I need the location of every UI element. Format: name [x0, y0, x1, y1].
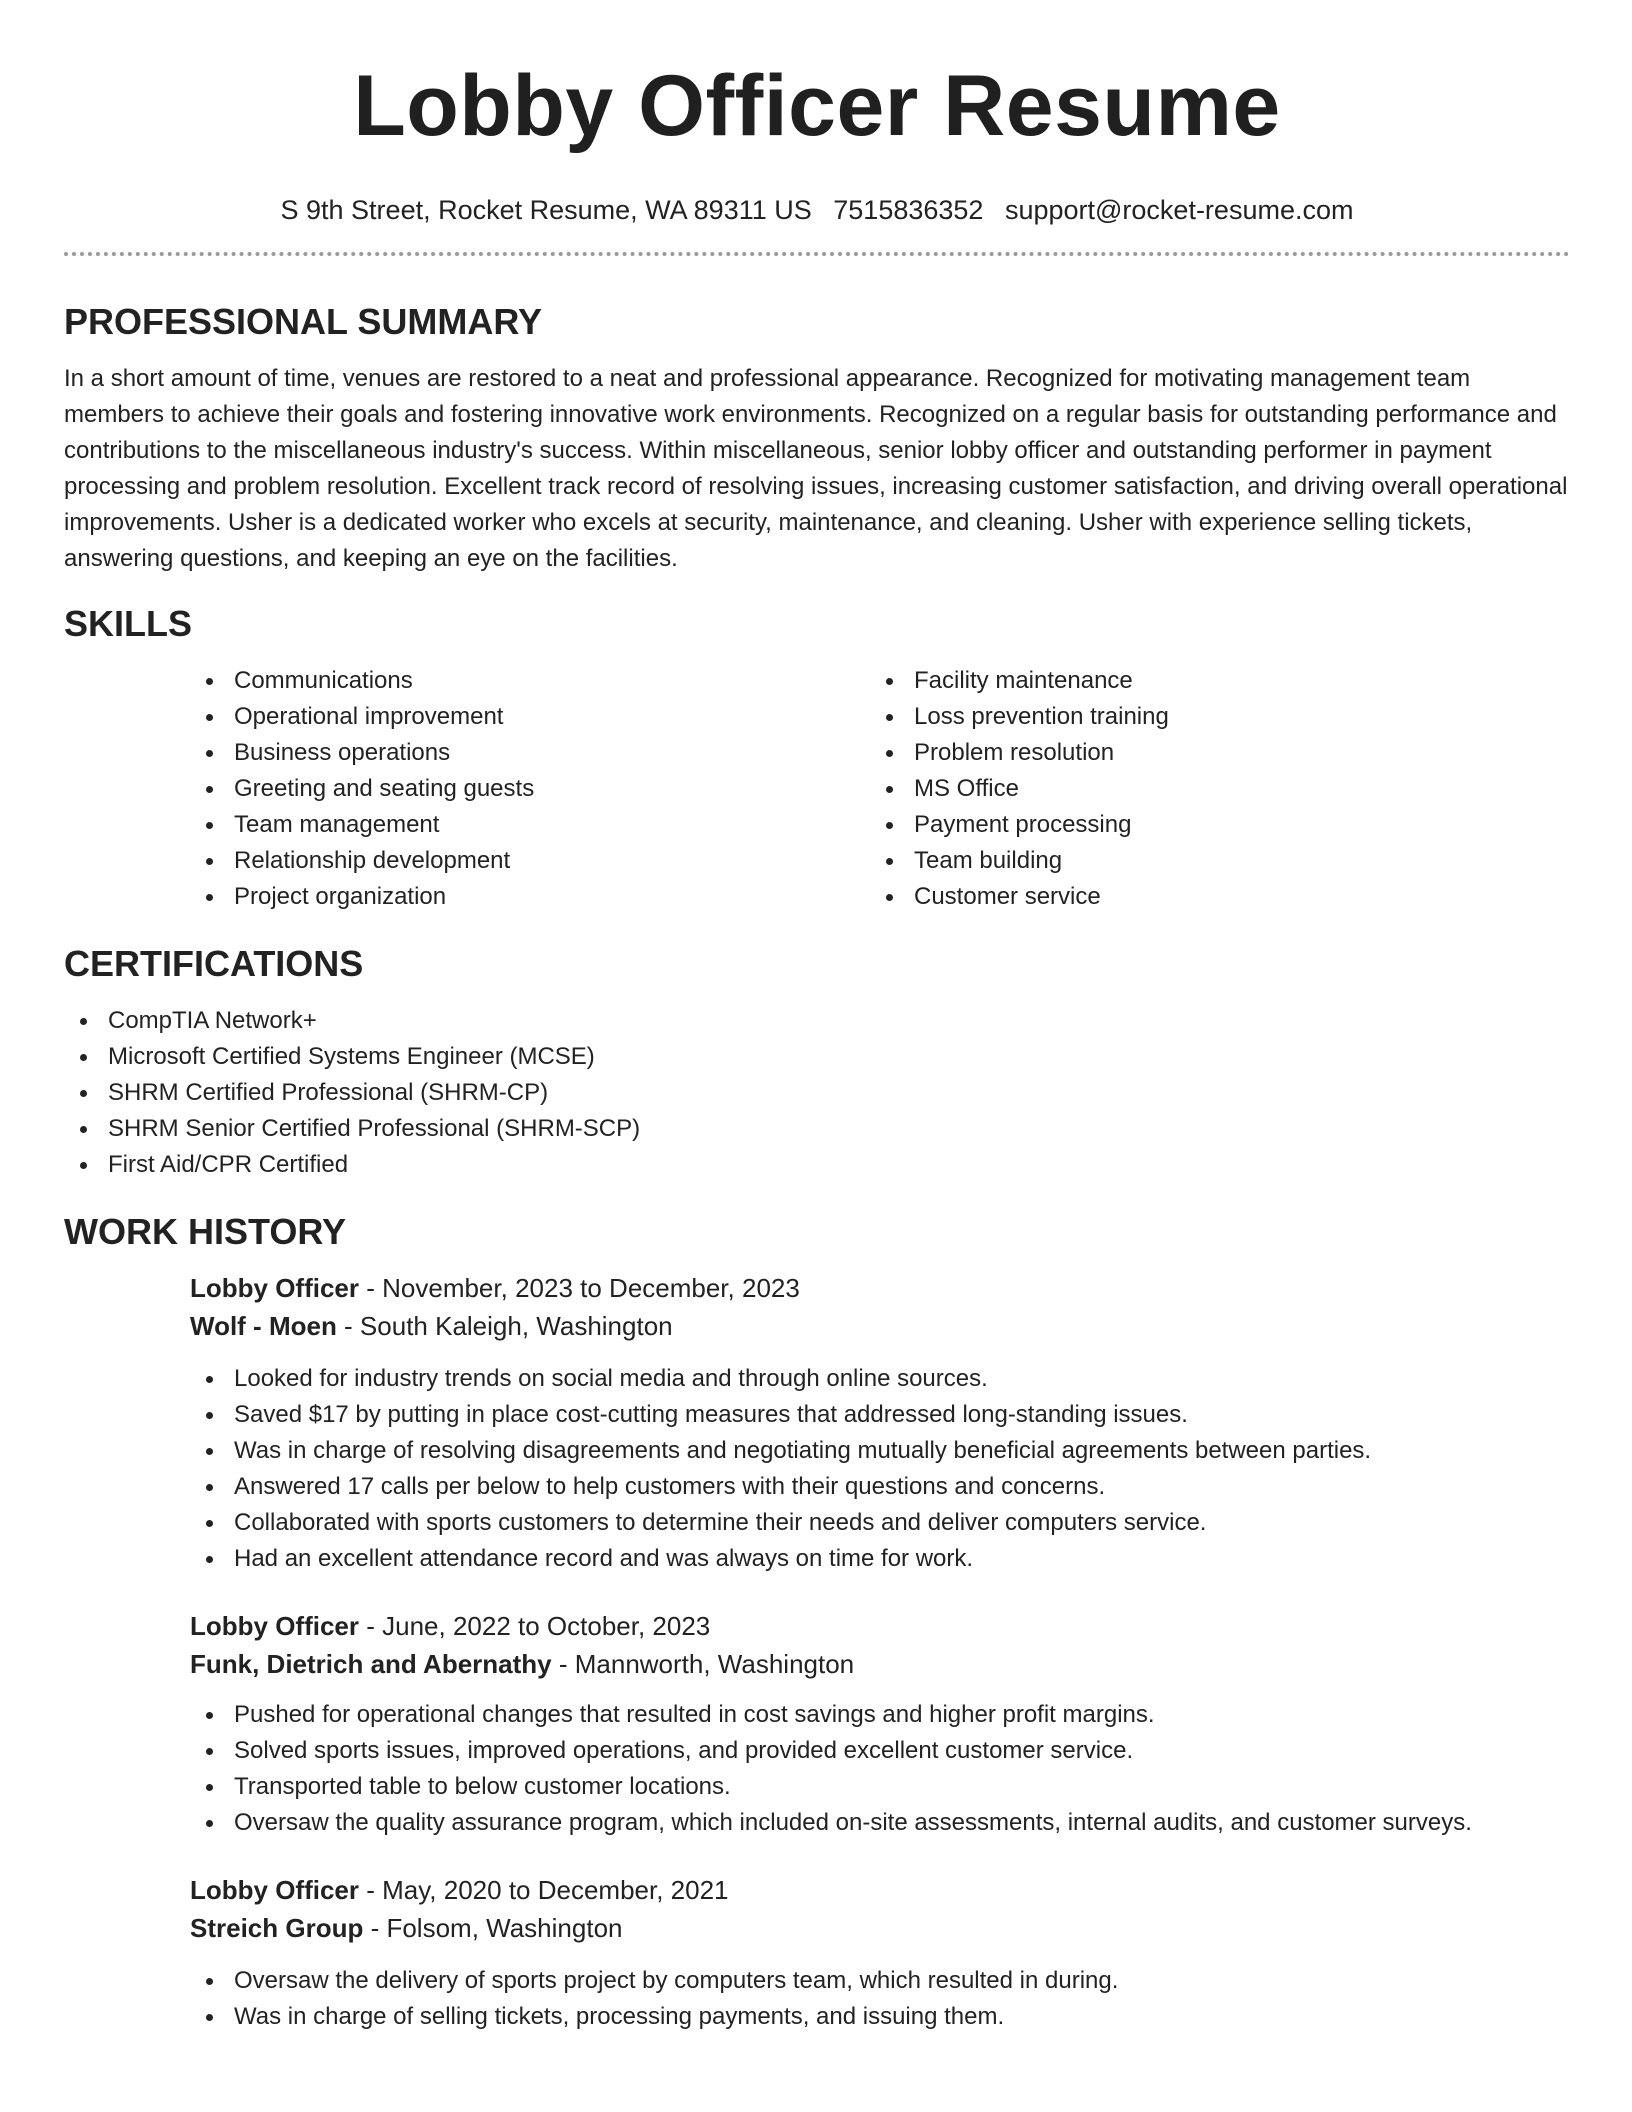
list-item: Answered 17 calls per below to help customers with their questions and concerns.	[190, 1469, 1570, 1505]
list-item: Looked for industry trends on social media and through online sources.	[190, 1361, 1570, 1397]
job-role: Lobby Officer	[190, 1875, 360, 1905]
list-item: Payment processing	[870, 807, 1550, 843]
list-item: Team building	[870, 843, 1550, 879]
list-item: Collaborated with sports customers to determine their needs and deliver computers service.	[190, 1505, 1570, 1541]
header-divider	[64, 252, 1570, 256]
job-title-line	[190, 1871, 1570, 1909]
job-dates: - November, 2023 to December, 2023	[359, 1273, 800, 1303]
list-item: MS Office	[870, 771, 1550, 807]
job-title-line	[190, 1607, 1570, 1645]
job-entry	[190, 1871, 1570, 2035]
job-title-line	[190, 1269, 1570, 1307]
section-title-summary: PROFESSIONAL SUMMARY	[64, 301, 543, 342]
job-location: - Mannworth, Washington	[551, 1649, 855, 1679]
job-bullets	[190, 1963, 1570, 2035]
job-entry	[190, 1269, 1570, 1577]
job-location: - Folsom, Washington	[363, 1913, 623, 1943]
list-item: Was in charge of resolving disagreements and negotiating mutually beneficial agreements between parties.	[190, 1433, 1570, 1469]
list-item: Customer service	[870, 879, 1550, 915]
contact-address: S 9th Street, Rocket Resume, WA 89311 US	[280, 195, 812, 225]
list-item: Transported table to below customer locations.	[190, 1769, 1570, 1805]
job-dates: - June, 2022 to October, 2023	[359, 1611, 711, 1641]
list-item: Microsoft Certified Systems Engineer (MCSE)	[64, 1039, 1570, 1075]
list-item: Was in charge of selling tickets, processing payments, and issuing them.	[190, 1999, 1570, 2035]
job-role: Lobby Officer	[190, 1611, 360, 1641]
contact-email: support@rocket-resume.com	[1004, 195, 1354, 225]
summary-text: In a short amount of time, venues are restored to a neat and professional appearance. Recognized for motivating management team members to achieve their goals and fostering innovative work environments. Recognized on a regular basis for outstanding performance and contributions to the miscellaneous industry's success. Within miscellaneous, senior lobby officer and outstanding performer in payment processing and problem resolution. Excellent track record of resolving issues, increasing customer satisfaction, and driving overall operational improvements. Usher is a dedicated worker who excels at security, maintenance, and cleaning. Usher with experience selling tickets, answering questions, and keeping an eye on the facilities.	[64, 365, 1568, 572]
list-item: CompTIA Network+	[64, 1003, 1570, 1039]
certifications-list	[64, 1003, 1570, 1183]
job-location: - South Kaleigh, Washington	[336, 1311, 673, 1341]
list-item: Had an excellent attendance record and was always on time for work.	[190, 1541, 1570, 1577]
section-title-work-history: WORK HISTORY	[64, 1211, 347, 1252]
list-item: Saved $17 by putting in place cost-cutting measures that addressed long-standing issues.	[190, 1397, 1570, 1433]
list-item: Operational improvement	[190, 699, 870, 735]
list-item: Pushed for operational changes that resulted in cost savings and higher profit margins.	[190, 1697, 1570, 1733]
contact-line	[64, 194, 1570, 226]
list-item: Facility maintenance	[870, 663, 1550, 699]
list-item: Relationship development	[190, 843, 870, 879]
list-item: Problem resolution	[870, 735, 1550, 771]
list-item: Oversaw the quality assurance program, which included on-site assessments, internal audits, and customer surveys.	[190, 1805, 1570, 1841]
job-company-line	[190, 1307, 1570, 1345]
list-item: Business operations	[190, 735, 870, 771]
skills-column-left	[190, 663, 870, 915]
list-item: Loss prevention training	[870, 699, 1550, 735]
job-bullets	[190, 1697, 1570, 1841]
job-company-line	[190, 1909, 1570, 1947]
list-item: Team management	[190, 807, 870, 843]
list-item: First Aid/CPR Certified	[64, 1147, 1570, 1183]
list-item: Solved sports issues, improved operations, and provided excellent customer service.	[190, 1733, 1570, 1769]
job-entry	[190, 1607, 1570, 1841]
section-title-skills: SKILLS	[64, 603, 193, 644]
job-dates: - May, 2020 to December, 2021	[359, 1875, 729, 1905]
job-role: Lobby Officer	[190, 1273, 360, 1303]
list-item: Oversaw the delivery of sports project by computers team, which resulted in during.	[190, 1963, 1570, 1999]
job-company: Funk, Dietrich and Abernathy	[190, 1649, 552, 1679]
contact-phone: 7515836352	[833, 195, 984, 225]
job-bullets	[190, 1361, 1570, 1577]
resume-title: Lobby Officer Resume	[353, 58, 1281, 154]
resume-page	[64, 0, 1570, 2035]
section-title-certifications: CERTIFICATIONS	[64, 943, 364, 984]
list-item: SHRM Certified Professional (SHRM-CP)	[64, 1075, 1570, 1111]
job-company: Wolf - Moen	[190, 1311, 337, 1341]
list-item: Greeting and seating guests	[190, 771, 870, 807]
job-company: Streich Group	[190, 1913, 364, 1943]
skills-list	[190, 663, 1570, 915]
list-item: Project organization	[190, 879, 870, 915]
list-item: SHRM Senior Certified Professional (SHRM-SCP)	[64, 1111, 1570, 1147]
skills-column-right	[870, 663, 1550, 915]
job-company-line	[190, 1645, 1570, 1683]
list-item: Communications	[190, 663, 870, 699]
